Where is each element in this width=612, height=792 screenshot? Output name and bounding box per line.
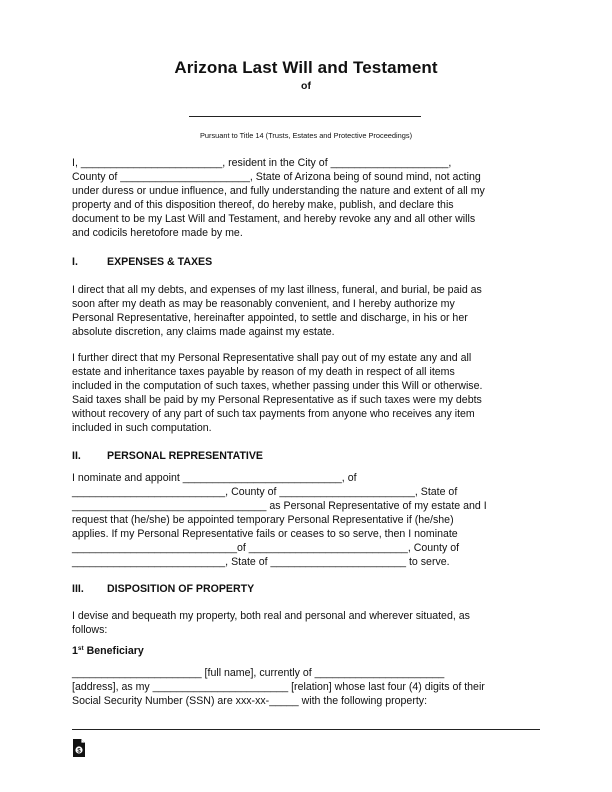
paragraph-line: applies. If my Personal Representative fails or ceases to so serve, then I nominate — [72, 528, 458, 540]
title-of: of — [301, 80, 311, 92]
paragraph-line: estate and inheritance taxes payable by reason of my death in respect of all items — [72, 366, 455, 378]
section-1-heading: EXPENSES & TAXES — [107, 256, 213, 268]
section-2-number: II. — [72, 450, 81, 462]
testator-name-blank[interactable] — [189, 116, 421, 117]
paragraph-line: ____________________________of ___________________________, County of — [72, 542, 460, 554]
svg-text:$: $ — [77, 748, 81, 755]
paragraph-line: I direct that all my debts, and expenses of my last illness, funeral, and burial, be paid as — [72, 284, 482, 296]
intro-line: and codicils heretofore made by me. — [72, 227, 243, 239]
paragraph-line: ______________________ [full name], currently of ______________________ — [72, 667, 445, 679]
beneficiary-number: 1 — [72, 645, 78, 657]
intro-line: I, ________________________, resident in the City of ____________________, — [72, 157, 452, 169]
paragraph-line: [address], as my _______________________ [relation] whose last four (4) digits of their — [72, 681, 485, 693]
document-title: Arizona Last Will and Testament — [174, 58, 438, 77]
intro-line: County of ______________________, State of Arizona being of sound mind, not acting — [72, 171, 481, 183]
paragraph-line: request that (he/she) be appointed temporary Personal Representative if (he/she) — [72, 514, 454, 526]
beneficiary-heading — [72, 645, 144, 657]
document-logo-icon — [72, 738, 86, 758]
beneficiary-label: Beneficiary — [83, 645, 144, 657]
section-3-number: III. — [72, 583, 84, 595]
paragraph-line: I nominate and appoint ___________________________, of — [72, 472, 357, 484]
document-subtitle: Pursuant to Title 14 (Trusts, Estates and Protective Proceedings) — [199, 131, 413, 140]
paragraph-line: absolute discretion, any claims made against my estate. — [72, 326, 335, 338]
intro-line: under duress or undue influence, and fully understanding the nature and extent of all my — [72, 185, 485, 197]
section-3-heading: DISPOSITION OF PROPERTY — [107, 583, 255, 595]
paragraph-line: Personal Representative, hereinafter appointed, to settle and discharge, in his or her — [72, 312, 468, 324]
footer-rule — [72, 729, 540, 730]
intro-line: document to be my Last Will and Testament, and hereby revoke any and all other wills — [72, 213, 476, 225]
paragraph-line: __________________________, County of _______________________, State of — [72, 486, 458, 498]
paragraph-line: included in the computation of such taxes, whether passing under this Will or otherwise. — [72, 380, 483, 392]
paragraph-line: __________________________, State of _______________________ to serve. — [72, 556, 450, 568]
section-1-number: I. — [72, 256, 78, 268]
beneficiary-ordinal: st — [77, 645, 84, 652]
paragraph-line: follows: — [72, 624, 108, 636]
paragraph-line: _________________________________ as Personal Representative of my estate and I — [72, 500, 487, 512]
paragraph-line: soon after my death as may be reasonably convenient, and I hereby authorize my — [72, 298, 455, 310]
section-2-heading: PERSONAL REPRESENTATIVE — [107, 450, 263, 462]
paragraph-line: Said taxes shall be paid by my Personal Representative as if such taxes were my debts — [72, 394, 482, 406]
paragraph-line: I devise and bequeath my property, both real and personal and wherever situated, as — [72, 610, 470, 622]
paragraph-line: I further direct that my Personal Representative shall pay out of my estate any and all — [72, 352, 472, 364]
paragraph-line: included in such computation. — [72, 422, 212, 434]
paragraph-line: without recovery of any part of such tax payments from anyone who receives any item — [72, 408, 475, 420]
paragraph-line: Social Security Number (SSN) are xxx-xx-_____ with the following property: — [72, 695, 428, 707]
intro-line: property and of this disposition thereof, do hereby make, publish, and declare this — [72, 199, 454, 211]
